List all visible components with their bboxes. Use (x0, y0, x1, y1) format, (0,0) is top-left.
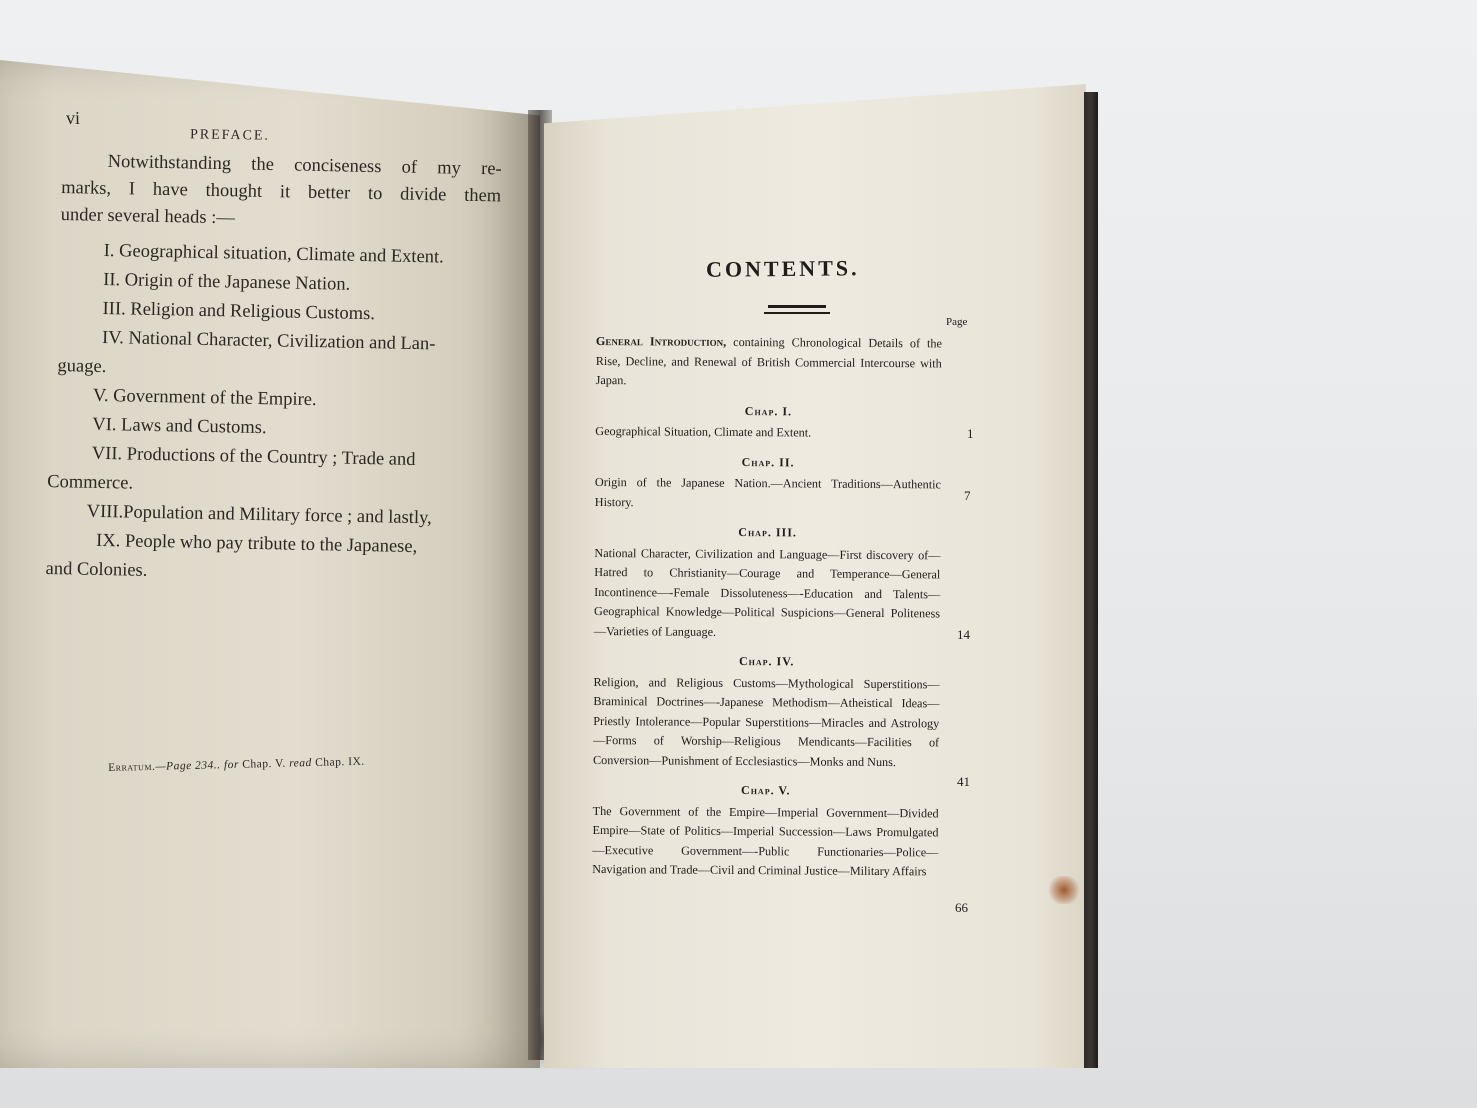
chapter-heading: Chap. I. (744, 403, 793, 418)
left-page-number: vi (66, 108, 81, 128)
chapter-entry: Geographical Situation, Climate and Extent. (595, 423, 812, 440)
head-item: VI. Laws and Customs. (92, 414, 267, 439)
table-of-contents (592, 332, 942, 882)
chapter-entry: National Character, Civilization and Language—First discovery of—Hatred to Christianity—Courage and Temperance—General Incontinence—-Female Dissoluteness—-Education and Talents—Geographical Knowledge—Political Suspicions—General Politeness—Varieties of Language. (593, 545, 941, 639)
book-cover-edge (1084, 92, 1098, 1068)
chapter-entry: Origin of the Japanese Nation.—Ancient Traditions—Authentic History. (594, 474, 941, 509)
head-item: III. Religion and Religious Customs. (102, 298, 376, 325)
paragraph-line: marks, I have thought it better to divide them (61, 177, 502, 207)
erratum-label: Erratum. (108, 760, 156, 774)
preface-heads-list (45, 236, 500, 593)
head-item: VII. Productions of the Country ; Trade and (91, 443, 416, 471)
head-item-continuation: guage. (57, 356, 107, 378)
page-column-label: Page (946, 316, 968, 328)
toc-intro-label: General Introduction, (595, 333, 727, 349)
title-rule (768, 305, 826, 308)
head-item: VIII.Population and Military force ; and lastly, (86, 501, 432, 529)
foxing-stain (1046, 876, 1082, 904)
chapter-heading: Chap. II. (741, 454, 795, 469)
title-rule (764, 312, 830, 314)
head-item: II. Origin of the Japanese Nation. (102, 269, 351, 295)
chapter-heading: Chap. III. (738, 524, 797, 540)
erratum-text: Chap. V. (238, 757, 290, 771)
toc-page-number: 7 (964, 488, 971, 503)
erratum-text: read (288, 757, 312, 770)
chapter-heading: Chap. V. (741, 783, 791, 798)
contents-title: CONTENTS. (705, 255, 860, 282)
paragraph-line: under several heads :— (60, 204, 236, 229)
head-item: IX. People who pay tribute to the Japanese, (95, 530, 418, 558)
toc-page-number: 1 (967, 426, 974, 441)
toc-page-number: 66 (955, 900, 968, 915)
head-item-continuation: and Colonies. (45, 558, 148, 581)
chapter-heading: Chap. IV. (738, 654, 795, 669)
toc-page-number: 41 (957, 774, 970, 789)
paragraph-line: Notwithstanding the conciseness of my re- (107, 151, 502, 180)
erratum-text: —Page 234.. (155, 759, 225, 773)
toc-page-number: 14 (957, 627, 970, 642)
toc-intro-text: containing Chronological Details of the Rise, Decline, and Renewal of British Commercial Intercourse with Japan. (595, 334, 942, 388)
running-head: PREFACE. (189, 127, 271, 144)
preface-paragraph (60, 148, 501, 237)
chapter-entry: Religion, and Religious Customs—Mythological Superstitions—Braminical Doctrines—-Japanese Methodism—Atheistical Ideas—Priestly Intolerance—Popular Superstitions—Miracles and Astrology—Forms of Worship—Religious Mendicants—Facilities of Conversion—Punishment of Ecclesiastics—Monks and Nuns. (592, 674, 940, 769)
erratum-text: for (223, 758, 240, 772)
head-item-continuation: Commerce. (47, 471, 134, 494)
toc-intro (596, 332, 942, 393)
erratum-text: Chap. IX. (311, 755, 365, 770)
head-item: V. Government of the Empire. (92, 385, 317, 411)
head-item: IV. National Character, Civilization and Lan- (101, 327, 436, 355)
head-item: I. Geographical situation, Climate and Extent. (103, 240, 444, 268)
chapter-entry: The Government of the Empire—Imperial Government—Divided Empire—State of Politics—Imperial Succession—Laws Promulgated—Executive Government—-Public Functionaries—Police—Navigation and Trade—Civil and Criminal Justice—Military Affairs (592, 803, 939, 879)
